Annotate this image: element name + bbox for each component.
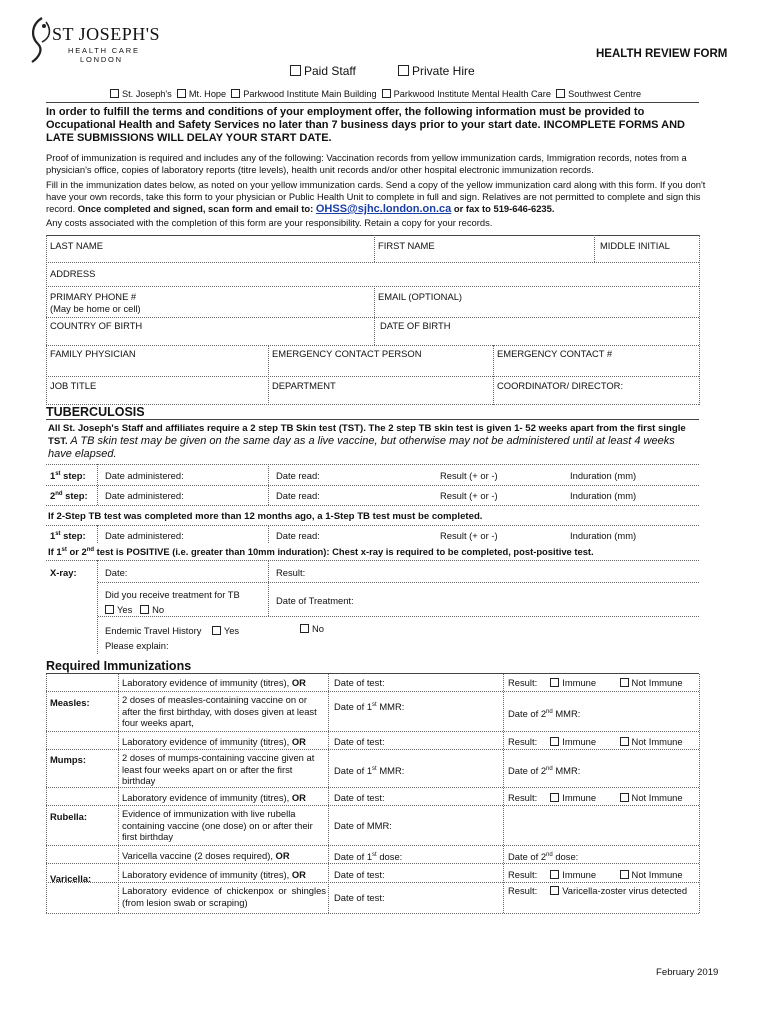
- site-parkwood-mh[interactable]: Parkwood Institute Mental Health Care: [382, 89, 551, 99]
- email-field[interactable]: EMAIL (OPTIONAL): [378, 291, 463, 302]
- tb-positive-note: If 1st or 2nd test is POSITIVE (i.e. greater than 10mm induration): Chest x-ray is required to be completed, post-positive test.: [48, 546, 594, 557]
- site-southwest[interactable]: Southwest Centre: [556, 89, 641, 99]
- checkbox[interactable]: [300, 624, 309, 633]
- step1-result[interactable]: Result (+ or -): [440, 470, 498, 481]
- checkbox[interactable]: [177, 89, 186, 98]
- fax-text: or fax to 519-646-6235.: [453, 203, 555, 214]
- checkbox[interactable]: [231, 89, 240, 98]
- rubella-mmr[interactable]: Date of MMR:: [334, 820, 392, 831]
- checkbox[interactable]: [550, 793, 559, 802]
- first-name-field[interactable]: FIRST NAME: [378, 240, 435, 251]
- varicella-detected-checkbox[interactable]: [550, 886, 559, 895]
- measles-doses: 2 doses of measles-containing vaccine on or after the first birthday, with doses given at least four weeks apart,: [122, 694, 317, 728]
- immunizations-title: Required Immunizations: [46, 659, 192, 673]
- hire-private[interactable]: [398, 64, 475, 78]
- endemic-yes[interactable]: Yes: [212, 625, 239, 636]
- xray-label: X-ray:: [50, 567, 77, 578]
- email-link[interactable]: OHSS@sjhc.london.on.ca: [315, 203, 452, 215]
- dob-field[interactable]: DATE OF BIRTH: [380, 320, 451, 331]
- varicella-lab: Laboratory evidence of immunity (titres), OR: [122, 869, 306, 880]
- tb-req-italic: A TB skin test may be given on the same day as a live vaccine, but otherwise may not be administered until at least 4 weeks have elapsed.: [48, 435, 675, 460]
- rubella-immune[interactable]: Immune: [550, 792, 596, 803]
- rubella-evidence: Evidence of immunization with live rubella containing vaccine (one dose) on or after their first birthday: [122, 808, 313, 842]
- job-title-field[interactable]: JOB TITLE: [50, 380, 97, 391]
- step1-label: 1st step:: [50, 470, 86, 481]
- mumps-lab: Laboratory evidence of immunity (titres), OR: [122, 736, 306, 747]
- varicella-1st-dose[interactable]: Date of 1st dose:: [334, 851, 403, 863]
- logo-name: ST JOSEPH'S: [52, 24, 160, 44]
- paid-staff-checkbox[interactable]: [290, 65, 301, 76]
- step1-induration[interactable]: Induration (mm): [570, 470, 637, 481]
- tb-title: TUBERCULOSIS: [46, 405, 145, 419]
- varicella-vaccine: Varicella vaccine (2 doses required), OR: [122, 850, 290, 861]
- measles-1st-mmr[interactable]: Date of 1st MMR:: [334, 701, 405, 713]
- checkbox[interactable]: [620, 678, 629, 687]
- measles-date-test[interactable]: Date of test:: [334, 677, 385, 688]
- site-row: [110, 89, 641, 99]
- measles-not-immune[interactable]: Not Immune: [620, 677, 683, 688]
- mumps-1st-mmr[interactable]: Date of 1st MMR:: [334, 765, 405, 777]
- please-explain[interactable]: Please explain:: [105, 640, 169, 651]
- intro-p1: Proof of immunization is required and includes any of the following: Vaccination records from yellow immunization cards, Immigration records, notes from a physician's office, copies of laboratory reports (titre levels), health unit records and/or other hospital electronic immunization records.: [46, 152, 687, 175]
- address-field[interactable]: ADDRESS: [50, 268, 96, 279]
- divider: [46, 102, 699, 103]
- site-mthope[interactable]: Mt. Hope: [177, 89, 226, 99]
- checkbox[interactable]: [110, 89, 119, 98]
- checkbox[interactable]: [620, 793, 629, 802]
- varicella-not-immune[interactable]: Not Immune: [620, 869, 683, 880]
- checkbox[interactable]: [556, 89, 565, 98]
- treatment-no[interactable]: No: [140, 604, 164, 615]
- step1-date-admin[interactable]: Date administered:: [105, 470, 184, 481]
- imm-divider: [46, 673, 699, 674]
- varicella-2nd-dose[interactable]: Date of 2nd dose:: [508, 851, 579, 863]
- measles-lab: Laboratory evidence of immunity (titres), OR: [122, 677, 306, 688]
- step2-induration[interactable]: Induration (mm): [570, 490, 637, 501]
- endemic-no[interactable]: No: [300, 623, 324, 634]
- country-field[interactable]: COUNTRY OF BIRTH: [50, 320, 143, 331]
- intro-p3: Any costs associated with the completion of this form are your responsibility. Retain a copy for your records.: [46, 217, 493, 228]
- logo-sub1: HEALTH CARE: [68, 46, 140, 55]
- single-date-admin[interactable]: Date administered:: [105, 530, 184, 541]
- mumps-immune[interactable]: Immune: [550, 736, 596, 747]
- phone-field[interactable]: PRIMARY PHONE # (May be home or cell): [50, 291, 141, 314]
- site-sjh[interactable]: St. Joseph's: [110, 89, 172, 99]
- mumps-result: Result: Immune Not Immune: [508, 736, 683, 747]
- varicella-chickenpox: Laboratory evidence of chickenpox or shingles (from lesion swab or scraping): [122, 885, 326, 908]
- hire-paid-staff[interactable]: [290, 64, 356, 78]
- intro-p2: [46, 179, 714, 215]
- rubella-result: Result: Immune Not Immune: [508, 792, 683, 803]
- varicella-detected: Result: Varicella-zoster virus detected: [508, 885, 688, 896]
- coordinator-field[interactable]: COORDINATOR/ DIRECTOR:: [497, 380, 624, 391]
- varicella-immune[interactable]: Immune: [550, 869, 596, 880]
- private-hire-checkbox[interactable]: [398, 65, 409, 76]
- step1-date-read[interactable]: Date read:: [276, 470, 320, 481]
- private-hire-label: Private Hire: [412, 64, 475, 78]
- tb-req-bold: All St. Joseph's Staff and affiliates require a 2 step TB Skin test (TST). The 2 step TB skin test is given 1- 52 weeks apart from the first single TST.: [48, 423, 686, 447]
- mumps-doses: 2 doses of mumps-containing vaccine given at least four weeks apart on or after the first birthday: [122, 752, 315, 786]
- tb-repeat-note: If 2-Step TB test was completed more than 12 months ago, a 1-Step TB test must be completed.: [48, 511, 483, 522]
- rubella-not-immune[interactable]: Not Immune: [620, 792, 683, 803]
- measles-2nd-mmr[interactable]: Date of 2nd MMR:: [508, 708, 581, 720]
- intro-bold: In order to fulfill the terms and conditions of your employment offer, the following information must be provided to Occupational Health and Safety Services no later than 7 business days prior to your start date. INCOMPLETE FORMS AND LATE SUBMISSIONS WILL DELAY YOUR START DATE.: [46, 106, 685, 144]
- varicella-date-test-2[interactable]: Date of test:: [334, 892, 385, 903]
- form-title: HEALTH REVIEW FORM: [596, 48, 728, 60]
- checkbox[interactable]: [550, 870, 559, 879]
- checkbox[interactable]: [620, 737, 629, 746]
- mumps-not-immune[interactable]: Not Immune: [620, 736, 683, 747]
- step2-label: 2nd step:: [50, 490, 88, 501]
- step2-date-admin[interactable]: Date administered:: [105, 490, 184, 501]
- step2-result[interactable]: Result (+ or -): [440, 490, 498, 501]
- checkbox[interactable]: [620, 870, 629, 879]
- paid-staff-label: Paid Staff: [304, 64, 356, 78]
- xray-date[interactable]: Date:: [105, 567, 128, 578]
- middle-initial-field[interactable]: MIDDLE INITIAL: [600, 240, 670, 251]
- measles-immune[interactable]: Immune: [550, 677, 596, 688]
- step-single-label: 1st step:: [50, 530, 86, 541]
- step2-date-read[interactable]: Date read:: [276, 490, 320, 501]
- rubella-lab: Laboratory evidence of immunity (titres), OR: [122, 792, 306, 803]
- measles-result: Result: Immune Not Immune: [508, 677, 683, 688]
- measles-label: Measles:: [50, 697, 90, 708]
- checkbox[interactable]: [550, 678, 559, 687]
- date-of-treatment[interactable]: Date of Treatment:: [276, 595, 354, 606]
- physician-field[interactable]: FAMILY PHYSICIAN: [50, 348, 136, 359]
- single-date-read[interactable]: Date read:: [276, 530, 320, 541]
- rubella-date-test[interactable]: Date of test:: [334, 792, 385, 803]
- logo-mark-icon: [28, 16, 54, 64]
- treatment-question: Did you receive treatment for TB Yes No: [105, 589, 240, 615]
- endemic-travel: Endemic Travel History Yes Please explain:: [105, 625, 240, 651]
- single-result[interactable]: Result (+ or -): [440, 530, 498, 541]
- varicella-date-test[interactable]: Date of test:: [334, 869, 385, 880]
- emergency-number-field[interactable]: EMERGENCY CONTACT #: [497, 348, 613, 359]
- checkbox[interactable]: [105, 605, 114, 614]
- checkbox[interactable]: [382, 89, 391, 98]
- checkbox[interactable]: [550, 737, 559, 746]
- checkbox[interactable]: [140, 605, 149, 614]
- last-name-field[interactable]: LAST NAME: [50, 240, 103, 251]
- rubella-label: Rubella:: [50, 811, 87, 822]
- tb-divider: [46, 419, 699, 420]
- xray-result[interactable]: Result:: [276, 567, 306, 578]
- varicella-label: Varicella:: [50, 873, 92, 884]
- emergency-person-field[interactable]: EMERGENCY CONTACT PERSON: [272, 348, 422, 359]
- intro-p2-text: Fill in the immunization dates below, as noted on your yellow immunization cards. Send a copy of the yellow immunization card along with this form. If you don't have your own records, take this form to your physician or Public Health Unit to complete in full and sign. Relatives are not permitted to complete and sign this record.: [46, 179, 706, 214]
- department-field[interactable]: DEPARTMENT: [272, 380, 336, 391]
- varicella-result: Result: Immune Not Immune: [508, 869, 683, 880]
- logo: [28, 16, 168, 68]
- mumps-label: Mumps:: [50, 754, 86, 765]
- mumps-2nd-mmr[interactable]: Date of 2nd MMR:: [508, 765, 581, 777]
- single-induration[interactable]: Induration (mm): [570, 530, 637, 541]
- treatment-yes[interactable]: Yes: [105, 604, 132, 615]
- site-parkwood-main[interactable]: Parkwood Institute Main Building: [231, 89, 376, 99]
- tb-requirement: [48, 422, 698, 461]
- logo-sub2: LONDON: [80, 55, 123, 64]
- footer-date: February 2019: [656, 967, 719, 978]
- checkbox[interactable]: [212, 626, 221, 635]
- intro-p2-bold: Once completed and signed, scan form and email to:: [77, 203, 314, 214]
- mumps-date-test[interactable]: Date of test:: [334, 736, 385, 747]
